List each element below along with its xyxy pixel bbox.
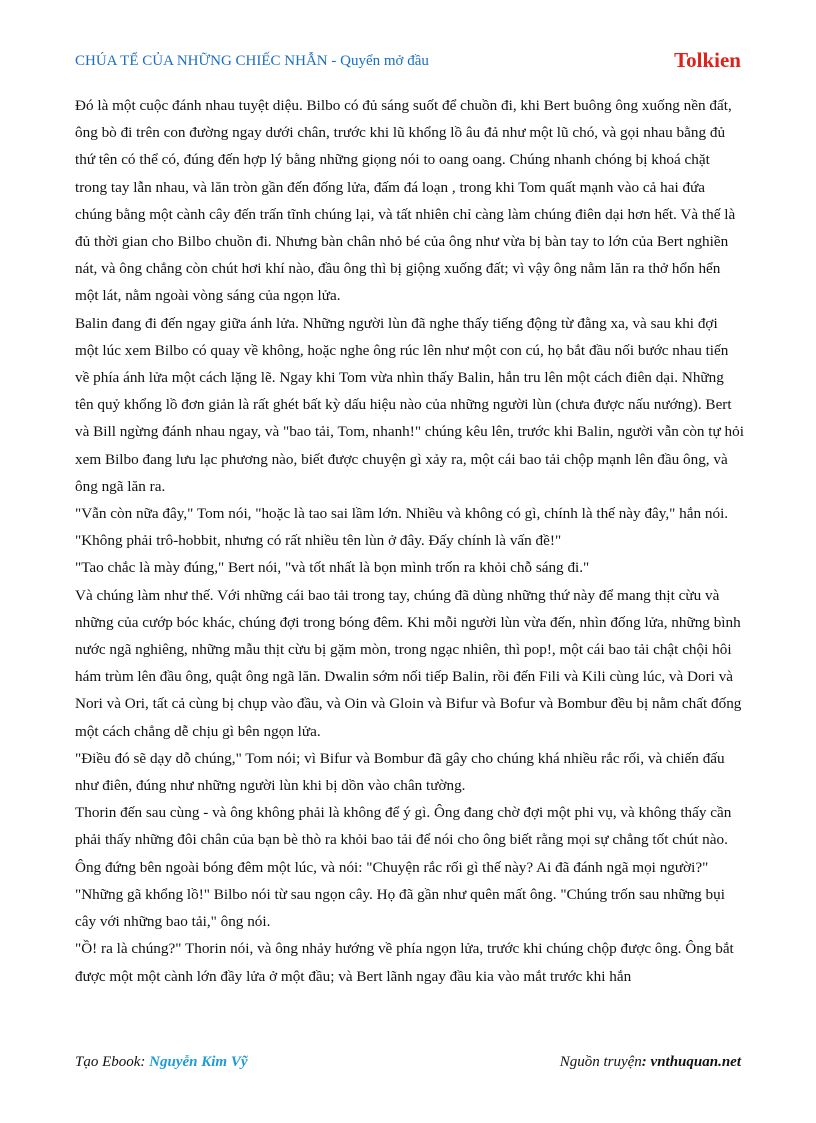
- paragraph: Balin đang đi đến ngay giữa ánh lửa. Những người lùn đã nghe thấy tiếng động từ đằng xa, và sau khi đợi một lúc xem Bilbo có quay về không, hoặc nghe ông rúc lên như một con cú, họ bắt đầu nối bước nhau tiến về phía ánh lửa một cách lặng lẽ. Ngay khi Tom vừa nhìn thấy Balin, hắn tru lên một cách điên dại. Những tên quỷ khổng lồ đơn giản là rất ghét bất kỳ dấu hiệu nào của những người lùn (chưa được nấu nướng). Bert và Bill ngừng đánh nhau ngay, và "bao tải, Tom, nhanh!" chúng kêu lên, trước khi Balin, người vẫn còn tự hỏi xem Bilbo đang lưu lạc phương nào, biết được chuyện gì xảy ra, một cái bao tải chộp mạnh lên đầu ông, và ông ngã lăn ra.: [75, 314, 744, 495]
- creator-separator: :: [140, 1054, 150, 1070]
- title-separator: -: [327, 53, 341, 69]
- creator-name: Nguyễn Kim Vỹ: [149, 1054, 248, 1070]
- story-source: [560, 1054, 741, 1071]
- paragraph: Đó là một cuộc đánh nhau tuyệt diệu. Bilbo có đủ sáng suốt để chuồn đi, khi Bert buông ông xuống nền đất, ông bò đi trên con đường ngay dưới chân, trước khi lũ khổng lồ âu đả như một lũ chó, và gọi nhau bằng đủ thứ tên có thể có, đúng đến hợp lý bằng những giọng nói to oang oang. Chúng nhanh chóng bị khoá chặt trong tay lẫn nhau, và lăn tròn gần đến đống lửa, đấm đá loạn , trong khi Tom quất mạnh vào cả hai đứa chúng bằng một cành cây đến trấn tĩnh chúng lại, và tất nhiên chỉ càng làm chúng điên dại hơn hết. Và thế là đủ thời gian cho Bilbo chuồn đi. Nhưng bàn chân nhỏ bé của ông như vừa bị bàn tay to lớn của Bert nghiền nát, và ông chẳng còn chút hơi khí nào, đầu ông thì bị giộng xuống đất; vì vậy ông nằm lăn ra thở hổn hển một lát, nằm ngoài vòng sáng của ngọn lửa.: [75, 97, 736, 305]
- page-header: [75, 48, 741, 76]
- paragraph: "Ồ! ra là chúng?" Thorin nói, và ông nhảy hướng về phía ngọn lửa, trước khi chúng chộp được ông. Ông bắt được một một cành lớn đầy lửa ở một đầu; và Bert lãnh ngay đầu kia vào mắt trước khi hắn: [75, 940, 734, 985]
- page-body: [75, 92, 745, 990]
- source-label: Nguồn truyện: [559, 1054, 642, 1070]
- paragraph: Và chúng làm như thế. Với những cái bao tải trong tay, chúng đã dùng những thứ này để mang thịt cừu và những của cướp bóc khác, chúng đợi trong bóng đêm. Khi mỗi người lùn vừa đến, nhìn đống lửa, những bình nước ngã nghiêng, những mẫu thịt cừu bị gặm mòn, trong ngạc nhiên, thì pop!, một cái bao tải chật chội hôi hám trùm lên đầu ông, quật ông ngã lăn. Dwalin sớm nối tiếp Balin, rồi đến Fili và Kili cùng lúc, và Dori và Nori và Ori, tất cả cùng bị chụp vào đầu, và Oin và Gloin và Bifur và Bofur và Bombur đều bị nằm chất đống một cách chẳng dễ chịu gì bên ngọn lửa.: [75, 586, 742, 740]
- paragraph: "Những gã khổng lồ!" Bilbo nói từ sau ngọn cây. Họ đã gần như quên mất ông. "Chúng trốn sau những bụi cây với những bao tải," ông nói.: [75, 885, 725, 931]
- paragraph: "Điều đó sẽ dạy dỗ chúng," Tom nói; vì Bifur và Bombur đã gây cho chúng khá nhiều rắc rối, và chiến đấu như điên, đúng như những người lùn khi bị dồn vào chân tường.: [75, 749, 725, 795]
- source-separator: :: [641, 1054, 651, 1070]
- book-subtitle: Quyển mở đầu: [340, 53, 429, 69]
- paragraph: "Vẫn còn nữa đây," Tom nói, "hoặc là tao sai lầm lớn. Nhiều và không có gì, chính là thế này đây," hắn nói. "Không phải trô-hobbit, nhưng có rất nhiều tên lùn ở đây. Đấy chính là vấn đề!": [75, 505, 729, 550]
- paragraph: "Tao chắc là mày đúng," Bert nói, "và tốt nhất là bọn mình trốn ra khỏi chỗ sáng đi.": [75, 559, 590, 577]
- series-title: CHÚA TỂ CỦA NHỮNG CHIẾC NHẪN: [75, 53, 328, 69]
- page-footer: [75, 1054, 741, 1076]
- creator-label: Tạo Ebook: [75, 1054, 141, 1070]
- book-title: [75, 53, 429, 70]
- ebook-creator: [75, 1054, 248, 1071]
- source-name: vnthuquan.net: [650, 1054, 741, 1070]
- paragraph: Thorin đến sau cùng - và ông không phải là không để ý gì. Ông đang chờ đợi một phi vụ, và không thấy cần phải thấy những đôi chân của bạn bè thò ra khỏi bao tải để nói cho ông biết rằng mọi sự chẳng tốt chút nào. Ông đứng bên ngoài bóng đêm một lúc, và nói: "Chuyện rắc rối gì thế này? Ai đã đánh ngã mọi người?": [75, 804, 732, 876]
- author-name: Tolkien: [674, 48, 741, 72]
